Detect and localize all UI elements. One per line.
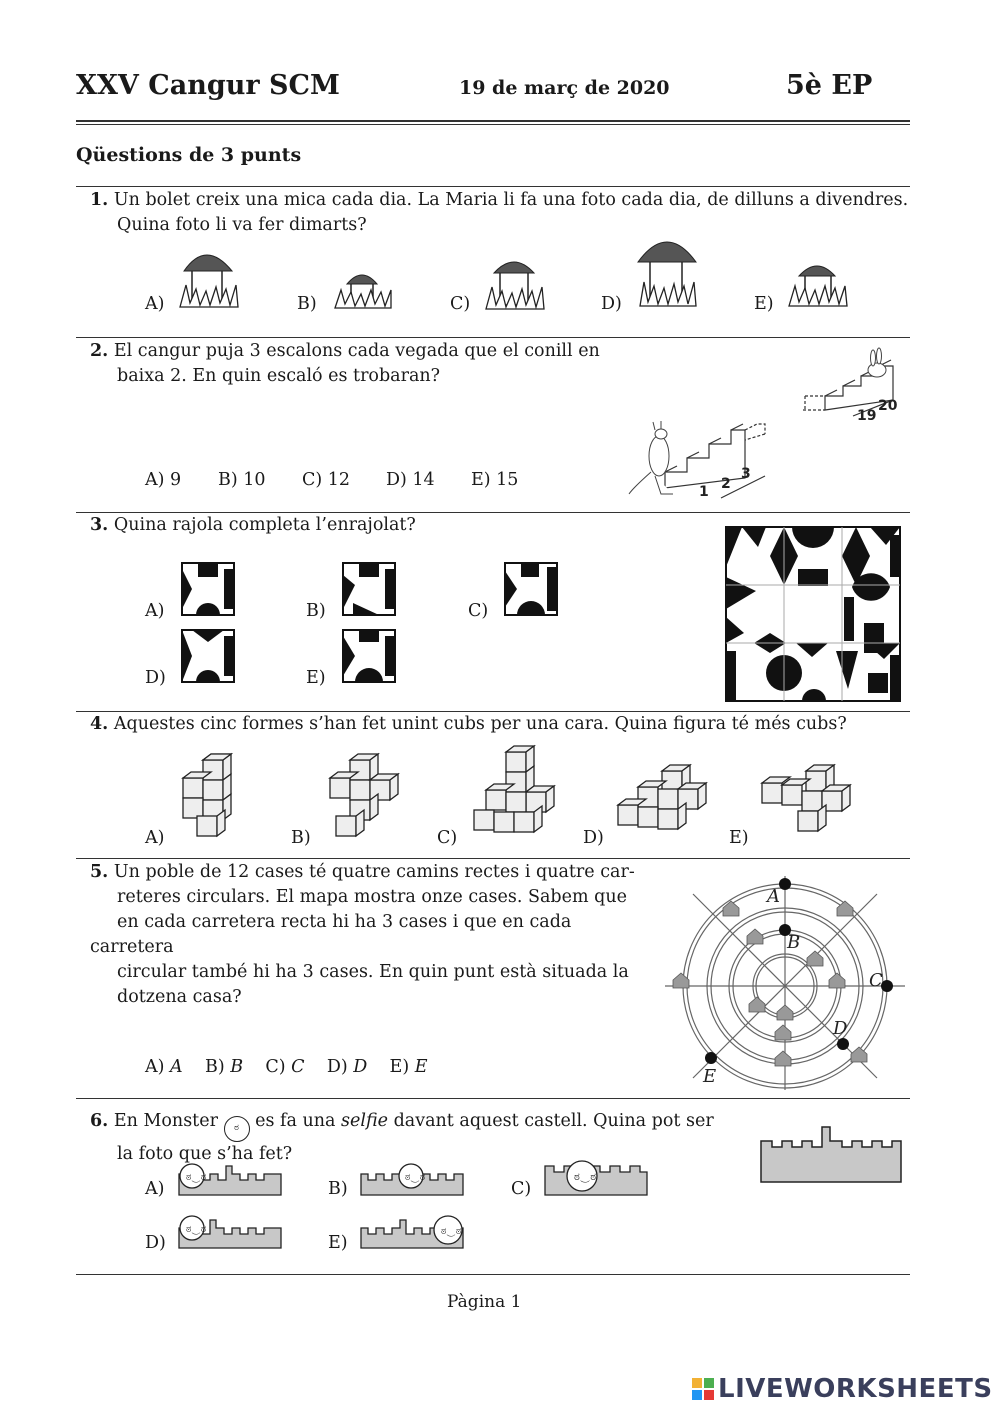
header-rule-bottom [76, 124, 910, 125]
q5-answer-a[interactable]: A) A [145, 1057, 183, 1077]
q5-line4: circular també hi ha 3 cases. En quin punt està situada la [117, 962, 629, 982]
q6-text [90, 1109, 750, 1167]
q4-cube-shape-b[interactable] [330, 752, 410, 838]
q5-answer-e[interactable]: E) E [389, 1057, 428, 1077]
q3-tile-b[interactable] [343, 563, 395, 615]
q3-option-d-label: D) [145, 668, 166, 688]
q6-line1-a: En Monster [113, 1111, 218, 1131]
section-title: Qüestions de 3 punts [76, 144, 302, 166]
q4-number: 4. [90, 714, 109, 734]
q2-number: 2. [90, 341, 109, 361]
q4-option-d-label: D) [583, 828, 604, 848]
q5-line2: reteres circulars. El mapa mostra onze cases. Sabem que [117, 887, 627, 907]
q6-photo-option-b[interactable] [360, 1160, 464, 1196]
q6-option-e-label: E) [328, 1233, 348, 1253]
q6-line1-em: selfie [341, 1111, 388, 1131]
q5-line5: dotzena casa? [117, 987, 242, 1007]
q2-stairs-illustration [625, 348, 905, 500]
document-level: 5è EP [786, 70, 873, 101]
q1-mushroom-c[interactable] [484, 255, 546, 313]
q2-step-label-1: 1 [699, 484, 709, 500]
q3-number: 3. [90, 515, 109, 535]
q4-cube-shape-d[interactable] [618, 765, 718, 837]
q1-line2: Quina foto li va fer dimarts? [117, 215, 367, 235]
q3-option-b-label: B) [306, 601, 326, 621]
rabbit-icon [868, 348, 886, 377]
q4-option-e-label: E) [729, 828, 749, 848]
svg-text:ಠ‿ಠ: ಠ‿ಠ [405, 1172, 426, 1183]
q6-line2: la foto que s’ha fet? [117, 1144, 293, 1164]
q6-option-a-label: A) [145, 1179, 165, 1199]
q5-line1: Un poble de 12 cases té quatre camins rectes i quatre car- [113, 862, 635, 882]
q4-option-c-label: C) [437, 828, 458, 848]
q6-option-c-label: C) [511, 1179, 532, 1199]
q3-option-c-label: C) [468, 601, 489, 621]
q3-text [90, 513, 416, 538]
q2-answer-b[interactable]: B) 10 [218, 470, 266, 490]
q5-answer-b[interactable]: B) B [204, 1057, 244, 1077]
q5-answer-c[interactable]: C) C [265, 1057, 305, 1077]
q5-text [90, 860, 650, 1010]
svg-text:ಠ‿ಠ: ಠ‿ಠ [186, 1172, 207, 1183]
q1-mushroom-a[interactable] [178, 245, 240, 313]
q3-tile-e[interactable] [343, 630, 395, 682]
q4-cube-shape-c[interactable] [474, 744, 560, 838]
q4-option-b-label: B) [291, 828, 311, 848]
map-point-a-dot[interactable] [779, 878, 791, 890]
q1-option-e-label: E) [754, 294, 774, 314]
q1-mushroom-d[interactable] [634, 232, 700, 310]
q4-cube-shape-e[interactable] [762, 765, 862, 837]
q2-step-label-2: 2 [721, 476, 731, 492]
map-label-c: C [869, 970, 883, 991]
footer-rule [76, 1274, 910, 1275]
q6-castle-reference [760, 1125, 902, 1183]
q6-number: 6. [90, 1111, 109, 1131]
q1-number: 1. [90, 190, 109, 210]
q1-rule [76, 186, 910, 187]
q4-cube-shape-a[interactable] [183, 752, 241, 838]
map-point-d-dot[interactable] [837, 1038, 849, 1050]
q2-answer-c[interactable]: C) 12 [302, 470, 351, 490]
q3-tile-d[interactable] [182, 630, 234, 682]
q1-line1: Un bolet creix una mica cada dia. La Maria li fa una foto cada dia, de dilluns a divendres. [113, 190, 909, 210]
svg-text:ಠ‿ಠ: ಠ‿ಠ [574, 1170, 597, 1183]
map-label-b: B [787, 932, 801, 953]
q1-mushroom-e[interactable] [787, 260, 849, 310]
document-title: XXV Cangur SCM [76, 70, 340, 101]
map-point-c-dot[interactable] [881, 980, 893, 992]
q3-question: Quina rajola completa l’enrajolat? [113, 515, 416, 535]
monster-face-icon: ಠ [224, 1116, 250, 1142]
q1-option-d-label: D) [601, 294, 622, 314]
q2-step-label-19: 19 [857, 408, 877, 424]
q2-step-label-3: 3 [741, 466, 751, 482]
q2-line1: El cangur puja 3 escalons cada vegada que el conill en [113, 341, 600, 361]
q4-option-a-label: A) [145, 828, 165, 848]
q3-option-e-label: E) [306, 668, 326, 688]
q1-option-a-label: A) [145, 294, 165, 314]
q5-rule [76, 858, 910, 859]
q5-line3: en cada carretera recta hi ha 3 cases i que en cada carretera [90, 912, 572, 957]
q5-answer-d[interactable]: D) D [326, 1057, 368, 1077]
map-point-e-dot[interactable] [705, 1052, 717, 1064]
q3-tile-c[interactable] [505, 563, 557, 615]
q1-mushroom-b[interactable] [333, 270, 393, 312]
q5-village-map [665, 868, 905, 1090]
document-date: 19 de març de 2020 [459, 77, 670, 99]
q5-answers [145, 1057, 428, 1077]
svg-text:ಠ‿ಠ: ಠ‿ಠ [441, 1226, 462, 1237]
q6-line1-b: es fa una [255, 1111, 336, 1131]
header-rule-top [76, 120, 910, 122]
q2-answer-e[interactable]: E) 15 [471, 470, 519, 490]
q5-number: 5. [90, 862, 109, 882]
q1-option-c-label: C) [450, 294, 471, 314]
q2-answer-d[interactable]: D) 14 [386, 470, 435, 490]
map-label-a: A [767, 886, 780, 907]
map-label-d: D [833, 1018, 848, 1039]
q6-photo-option-e[interactable] [360, 1210, 464, 1250]
page-number: Pàgina 1 [447, 1292, 522, 1312]
q2-line2: baixa 2. En quin escaló es trobaran? [117, 366, 441, 386]
q1-text [90, 188, 920, 238]
map-label-e: E [703, 1066, 717, 1087]
q3-tiling-grid [726, 527, 900, 701]
q6-option-b-label: B) [328, 1179, 348, 1199]
liveworksheets-logo-text: LIVEWORKSHEETS [718, 1374, 993, 1404]
q3-tile-a[interactable] [182, 563, 234, 615]
q6-line1-c: davant aquest castell. Quina pot ser [393, 1111, 714, 1131]
q6-photo-option-d[interactable] [178, 1210, 282, 1250]
q6-photo-option-a[interactable] [178, 1160, 282, 1196]
q2-step-label-20: 20 [878, 398, 898, 414]
q6-rule [76, 1098, 910, 1099]
liveworksheets-logo-icon [692, 1378, 714, 1400]
liveworksheets-logo[interactable] [692, 1374, 993, 1404]
q2-rule [76, 337, 910, 338]
q6-option-d-label: D) [145, 1233, 166, 1253]
q1-option-b-label: B) [297, 294, 317, 314]
q4-question: Aquestes cinc formes s’han fet unint cubs per una cara. Quina figura té més cubs? [113, 714, 847, 734]
q6-photo-option-c[interactable] [544, 1160, 648, 1196]
q3-option-a-label: A) [145, 601, 165, 621]
svg-text:ಠ‿ಠ: ಠ‿ಠ [186, 1224, 207, 1235]
q4-text [90, 712, 847, 737]
q2-text [90, 339, 630, 389]
q2-answer-a[interactable]: A) 9 [145, 470, 182, 490]
